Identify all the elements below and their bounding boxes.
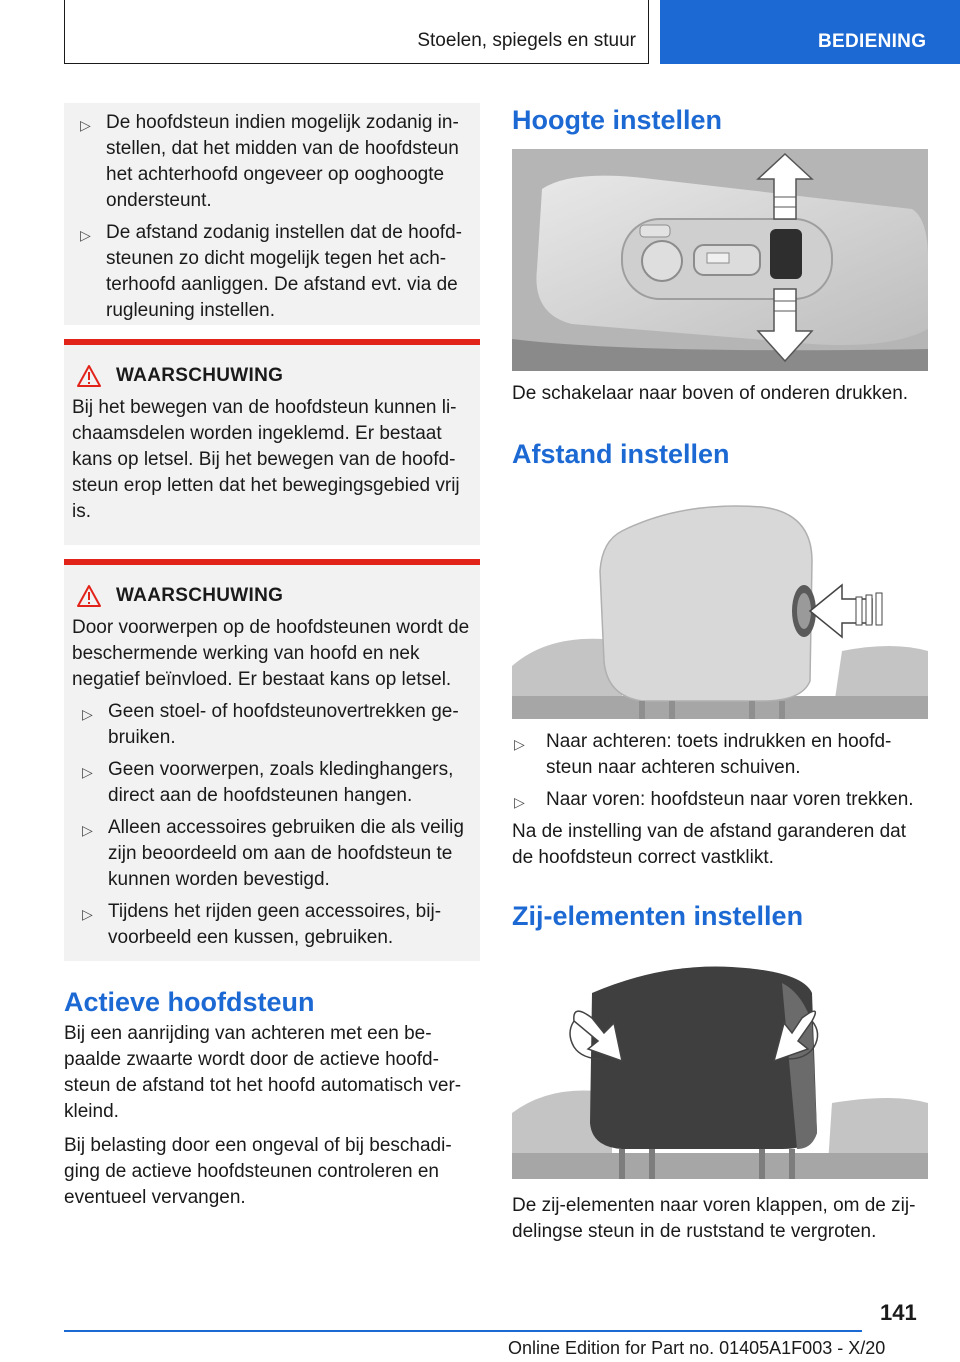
list-item: ▷ Geen voorwerpen, zoals kledinghangers, direct aan de hoofdsteunen hangen.: [82, 759, 454, 806]
section-heading: Afstand instellen: [512, 439, 730, 469]
triangle-right-icon: ▷: [80, 117, 91, 133]
list-item: ▷ Naar voren: hoofdsteun naar voren trekken.: [512, 787, 928, 813]
triangle-right-icon: ▷: [82, 764, 93, 780]
list-item: ▷ De hoofdsteun indien mogelijk zodanig in-stellen, dat het midden van de hoofdsteun het achterhoofd ongeveer op ooghoogte ondersteunt.: [80, 112, 459, 211]
warning-box-1: [64, 339, 480, 545]
triangle-right-icon: ▷: [82, 906, 93, 922]
triangle-right-icon: ▷: [80, 227, 91, 243]
section-heading: Actieve hoofdsteun: [64, 987, 315, 1017]
list-item: ▷ Geen stoel- of hoofdsteunovertrekken ge-bruiken.: [82, 701, 459, 748]
side-elements-illustration: [512, 963, 928, 1179]
figure-caption: De zij-elementen naar voren klappen, om de zij-delingse steun in de ruststand te vergroten.: [512, 1195, 916, 1242]
warning-box-2: [64, 559, 480, 961]
triangle-right-icon: ▷: [514, 794, 525, 810]
instruction-list: [80, 110, 464, 324]
footer-edition: Online Edition for Part no. 01405A1F003 - X/20: [508, 1338, 886, 1358]
figure-caption: De schakelaar naar boven of onderen drukken.: [512, 383, 909, 404]
warning-triangle-icon: [76, 364, 102, 388]
paragraph: Bij een aanrijding van achteren met een be-paalde zwaarte wordt door de actieve hoofd-steun de afstand tot het hoofd automatisch ver-kleind.: [64, 1023, 462, 1122]
section-label: BEDIENING: [818, 31, 927, 52]
footer-divider: [64, 1330, 862, 1332]
left-column: [64, 103, 480, 1211]
side-elements-figure: [512, 963, 928, 1179]
list-item: ▷ Naar achteren: toets indrukken en hoofd-steun naar achteren schuiven.: [514, 731, 892, 778]
section-heading: Hoogte instellen: [512, 105, 723, 135]
instruction-box: [64, 103, 480, 325]
triangle-right-icon: ▷: [82, 706, 93, 722]
seat-switch-illustration: [512, 149, 928, 371]
list-item: ▷ Alleen accessoires gebruiken die als veilig zijn beoordeeld om aan de hoofdsteun te kunnen worden bevestigd.: [82, 817, 464, 890]
paragraph: Bij belasting door een ongeval of bij beschadi-ging de actieve hoofdsteunen controleren en eventueel vervangen.: [64, 1135, 452, 1208]
distance-list: [512, 729, 928, 813]
triangle-right-icon: ▷: [514, 736, 525, 752]
warning-text: Bij het bewegen van de hoofdsteun kunnen li-chaamsdelen worden ingeklemd. Er bestaat kans op letsel. Bij het bewegen van de hoofd-steun erop letten dat het bewegingsgebied vrij is.: [72, 397, 460, 522]
warning-title: WAARSCHUWING: [116, 365, 284, 386]
right-column: [512, 103, 928, 1245]
header-chapter-box: [64, 0, 649, 64]
chapter-title: Stoelen, spiegels en stuur: [417, 30, 636, 51]
page-number: 141: [880, 1300, 917, 1325]
warning-text: Door voorwerpen op de hoofdsteunen wordt de beschermende werking van hoofd en nek negatief beïnvloed. Er bestaat kans op letsel.: [72, 617, 470, 690]
section-heading: Zij-elementen instellen: [512, 901, 804, 931]
warning-title: WAARSCHUWING: [116, 585, 284, 606]
headrest-distance-illustration: [512, 501, 928, 719]
header-section-tab: [660, 0, 960, 64]
warning-list: [72, 699, 472, 951]
triangle-right-icon: ▷: [82, 822, 93, 838]
paragraph: Na de instelling van de afstand garanderen dat de hoofdsteun correct vastklikt.: [512, 821, 906, 868]
list-item: ▷ De afstand zodanig instellen dat de hoofd-steunen zo dicht mogelijk tegen het ach-terhoofd aanliggen. De afstand evt. via de rugleuning instellen.: [80, 222, 462, 321]
headrest-distance-figure: [512, 501, 928, 719]
seat-switch-figure: [512, 149, 928, 371]
warning-triangle-icon: [76, 584, 102, 608]
list-item: ▷ Tijdens het rijden geen accessoires, bij-voorbeeld een kussen, gebruiken.: [82, 901, 442, 948]
